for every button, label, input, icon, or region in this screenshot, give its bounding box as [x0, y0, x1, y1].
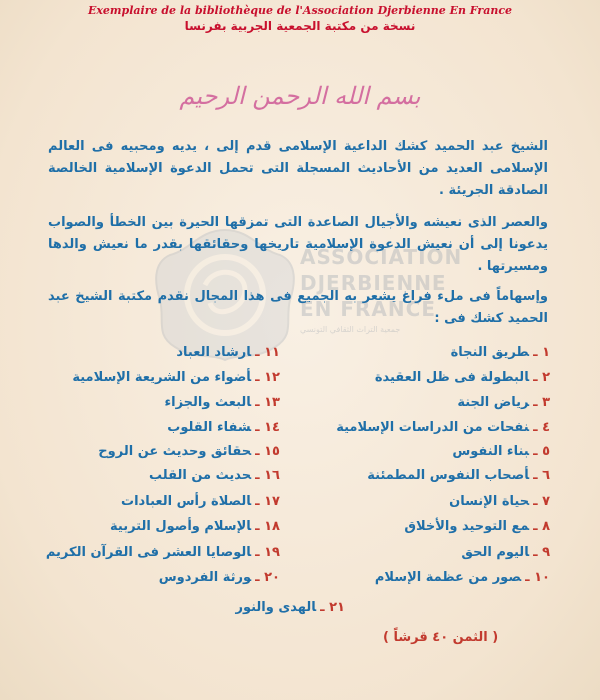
list-item-title: حياة الإنسان — [449, 494, 530, 509]
list-item-title: صور من عظمة الإسلام — [374, 570, 522, 585]
list-item — [164, 395, 280, 410]
list-item-number: ٢٠ ـ — [255, 570, 280, 585]
list-item — [98, 444, 280, 459]
list-item-title: رياض الجنة — [457, 395, 530, 410]
watermark-line-2: DJERBIENNE — [300, 271, 447, 295]
list-item-title: ارشاد العباد — [176, 345, 252, 360]
list-item-number: ١٠ ـ — [525, 570, 550, 585]
watermark-line-1: ASSOCIATION — [300, 245, 463, 269]
list-item-title: ورثة الفردوس — [158, 570, 252, 585]
basmala-heading: بسم الله الرحمن الرحيم — [179, 82, 421, 110]
list-item-title: أصحاب النفوس المطمئنة — [367, 468, 530, 483]
list-item — [110, 519, 280, 534]
list-item-number: ١٩ ـ — [255, 545, 280, 560]
list-item — [72, 370, 280, 385]
watermark-line-3: EN FRANCE — [300, 297, 436, 321]
list-item-title: الصلاة رأس العبادات — [121, 494, 252, 509]
list-item-number: ١١ ـ — [255, 345, 280, 360]
list-item-title: بناء النفوس — [452, 444, 530, 459]
list-item-number: ١٨ ـ — [255, 519, 280, 534]
list-item-number: ٨ ـ — [533, 519, 550, 534]
list-item — [461, 545, 550, 560]
list-item — [167, 420, 280, 435]
list-item — [336, 420, 550, 435]
library-note-arabic: نسخة من مكتبة الجمعية الجربية بفرنسا — [184, 19, 416, 33]
list-item-title: الإسلام وأصول التربية — [110, 519, 252, 534]
list-item-title: حديث من القلب — [149, 468, 252, 483]
list-item-title: البعث والجزاء — [164, 395, 252, 410]
list-item-number: ٢ ـ — [533, 370, 550, 385]
list-item — [121, 494, 280, 509]
list-item-title: مع التوحيد والأخلاق — [404, 519, 530, 534]
intro-paragraph-3: وإسهاماً فى ملء فراغ يشعر به الجميع فى هذا المجال نقدم مكتبة الشيخ عبد الحميد كشك فى : — [48, 289, 548, 326]
price-label: ( الثمن ٤٠ قرشاً ) — [383, 630, 499, 645]
list-item-number: ١ ـ — [533, 345, 550, 360]
library-note-french: Exemplaire de la bibliothèque de l'Association Djerbienne En France — [87, 4, 513, 17]
list-item-title: اليوم الحق — [461, 545, 530, 560]
list-item-title: أضواء من الشريعة الإسلامية — [72, 370, 252, 385]
list-item-number: ١٤ ـ — [255, 420, 280, 435]
watermark-caption: جمعية التراث الثقافي التونسي — [300, 325, 401, 334]
intro-paragraph-1: الشيخ عبد الحميد كشك الداعية الإسلامى قدم إلى ، يديه ومحبيه فى العالم الإسلامى العديد من الأحاديث المسجلة التى تحمل الدعوة الإسلامية الخالصة الصادقة الجريئة . — [48, 139, 548, 198]
list-item-number: ٥ ـ — [533, 444, 550, 459]
list-item — [449, 494, 550, 509]
list-item-title: حقائق وحديث عن الروح — [98, 444, 252, 459]
list-item-number: ١٧ ـ — [255, 494, 280, 509]
list-item-number: ١٣ ـ — [255, 395, 280, 410]
list-item-number: ٦ ـ — [533, 468, 550, 483]
list-item-title: البطولة فى ظل العقيدة — [374, 370, 530, 385]
list-item-number: ١٥ ـ — [255, 444, 280, 459]
list-item — [367, 468, 550, 483]
list-item-title: طريق النجاة — [450, 345, 530, 360]
list-item — [457, 395, 550, 410]
list-item — [452, 444, 550, 459]
list-item — [375, 570, 550, 585]
list-item-title: شفاء القلوب — [167, 420, 252, 435]
list-item-number: ٢١ ـ — [320, 600, 345, 615]
list-item-title: الوصايا العشر فى القرآن الكريم — [45, 545, 252, 560]
list-item — [375, 370, 550, 385]
list-item-title: نفحات من الدراسات الإسلامية — [336, 420, 530, 435]
list-item — [404, 519, 550, 534]
list-item-title: الهدى والنور — [235, 600, 317, 615]
list-item — [149, 468, 280, 483]
list-item — [451, 345, 550, 360]
list-item — [235, 600, 345, 615]
intro-paragraph-2: والعصر الذى نعيشه والأجيال الصاعدة التى تمزقها الحيرة بين الخطأ والصواب يدعونا إلى أن نعيش الدعوة الإسلامية تاريخها وحقائقها بقدر ما نعيش والدها ومسيرتها . — [48, 215, 548, 274]
list-item — [159, 570, 280, 585]
list-item-number: ٩ ـ — [533, 545, 550, 560]
list-item-number: ٣ ـ — [533, 395, 550, 410]
list-item — [176, 345, 280, 360]
list-item — [46, 545, 280, 560]
list-item-number: ١٢ ـ — [255, 370, 280, 385]
list-item-number: ٧ ـ — [533, 494, 550, 509]
list-item-number: ١٦ ـ — [255, 468, 280, 483]
list-item-number: ٤ ـ — [533, 420, 550, 435]
